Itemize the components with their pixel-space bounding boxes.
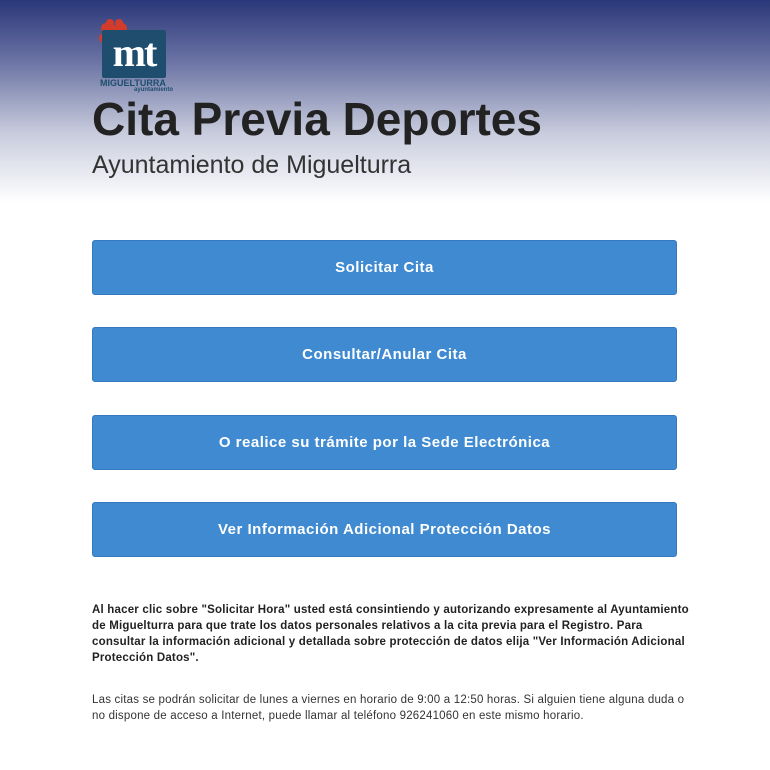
consultar-anular-cita-button[interactable]: Consultar/Anular Cita — [92, 327, 677, 382]
page-subtitle: Ayuntamiento de Miguelturra — [92, 151, 412, 179]
solicitar-cita-button[interactable]: Solicitar Cita — [92, 240, 677, 295]
page-title: Cita Previa Deportes — [92, 93, 542, 145]
logo-mt-text: mt — [112, 30, 156, 75]
consent-notice: Al hacer clic sobre "Solicitar Hora" usted está consintiendo y autorizando expresamente al Ayuntamiento de Miguelturra para que trate los datos personales relativos a la cita previa para el Registro. Para consultar la información adicional y detallada sobre protección de datos elija "Ver Información Adicional Protección Datos". — [92, 603, 689, 664]
migueltura-logo — [94, 18, 174, 93]
logo-sub: ayuntamiento — [134, 87, 174, 93]
sede-electronica-button[interactable]: O realice su trámite por la Sede Electrónica — [92, 415, 677, 470]
logo-name: MIGUELTURRA — [100, 78, 166, 88]
proteccion-datos-button[interactable]: Ver Información Adicional Protección Datos — [92, 502, 677, 557]
schedule-info: Las citas se podrán solicitar de lunes a viernes en horario de 9:00 a 12:50 horas. Si alguien tiene alguna duda o no dispone de acceso a Internet, puede llamar al teléfono 926241060 en este mismo horario. — [92, 693, 685, 722]
